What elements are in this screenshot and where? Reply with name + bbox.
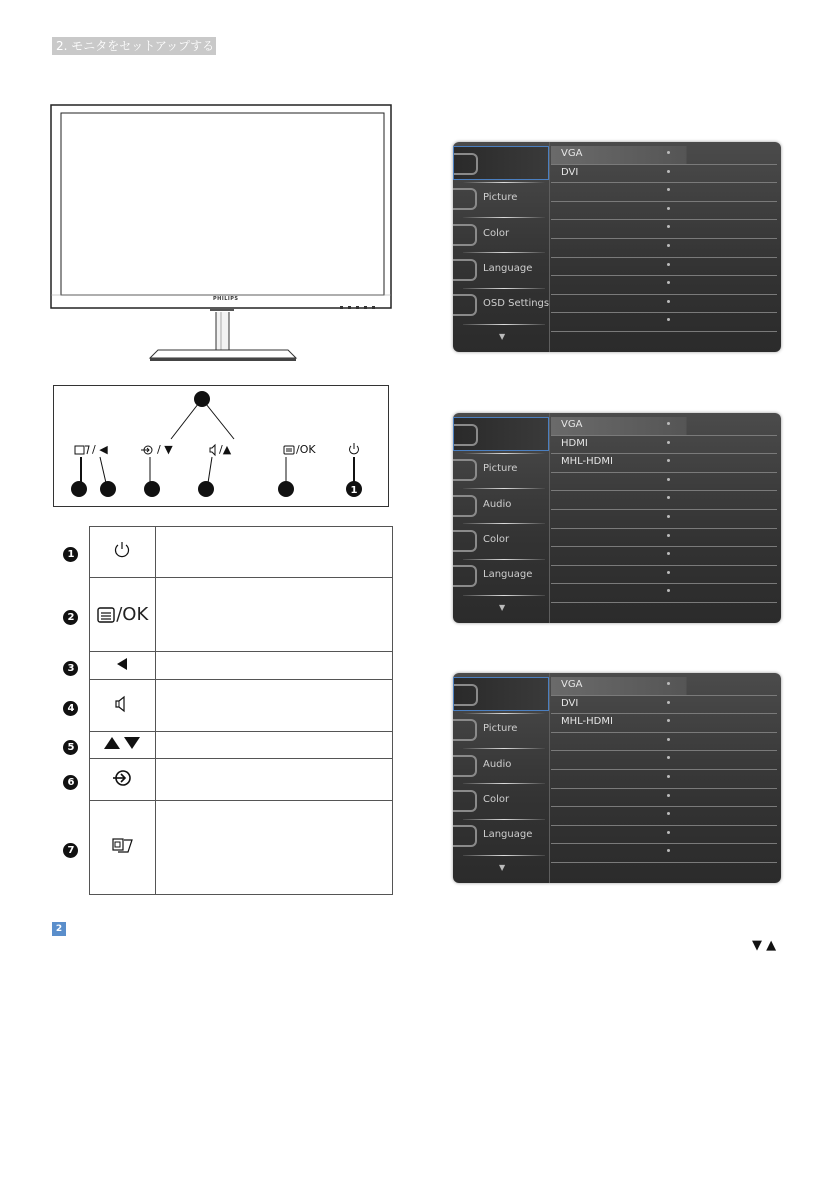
key-number-cell: [53, 801, 89, 895]
osd-item-picture[interactable]: [453, 713, 549, 747]
scroll-down-icon[interactable]: ▼: [499, 603, 506, 612]
osd-options: [551, 677, 777, 863]
language-icon: [453, 565, 477, 587]
key-number-cell: [53, 759, 89, 801]
osd-option-row[interactable]: [551, 146, 777, 165]
osd-option-row[interactable]: [551, 454, 777, 473]
input-icon: [454, 424, 478, 446]
key-description: [155, 652, 392, 680]
osd-item-label: Audio: [483, 759, 512, 770]
input-icon: [111, 767, 133, 789]
picture-icon: [453, 459, 477, 481]
osd-item-color[interactable]: [453, 784, 549, 818]
down-up-arrows: ▼ ▲: [752, 938, 777, 953]
color-icon: [453, 790, 477, 812]
osd-options: [551, 417, 777, 603]
picture-icon: [453, 719, 477, 741]
key-table: [53, 526, 393, 895]
key-row: [53, 578, 393, 652]
osd-menu-3: [453, 673, 781, 883]
key-number-cell: [53, 527, 89, 578]
osd-option-row[interactable]: [551, 696, 777, 715]
page-header: 2. モニタをセットアップする: [52, 37, 216, 55]
language-icon: [453, 825, 477, 847]
key-row: [53, 652, 393, 680]
osd-item-language[interactable]: [453, 559, 549, 593]
osd-item-label: Picture: [483, 192, 518, 203]
osd-item-language[interactable]: [453, 253, 549, 287]
audio-icon: [453, 755, 477, 777]
osd-option: MHL-HDMI: [561, 456, 613, 468]
key-number-cell: [53, 578, 89, 652]
key-icon-cell: [89, 652, 155, 680]
key-row: [53, 759, 393, 801]
key-number-cell: [53, 652, 89, 680]
key-number-badge: 1: [63, 547, 78, 562]
osd-item-osd-settings[interactable]: [453, 288, 549, 322]
input-icon: [454, 153, 478, 175]
button-panel: [53, 385, 389, 507]
osd-item-picture[interactable]: [453, 182, 549, 216]
key-icon-cell: [89, 732, 155, 759]
scroll-down-icon[interactable]: ▼: [499, 332, 506, 341]
key-number-cell: [53, 732, 89, 759]
osd-item-input[interactable]: [453, 677, 549, 711]
svg-text:1: 1: [350, 485, 358, 496]
key-row: [53, 801, 393, 895]
key-icon-cell: [89, 578, 155, 652]
osd-option-row[interactable]: [551, 165, 777, 184]
osd-item-audio[interactable]: [453, 489, 549, 523]
osd-item-picture[interactable]: [453, 453, 549, 487]
key-description: [155, 732, 392, 759]
key-number-cell: [53, 680, 89, 732]
osd-option-row[interactable]: [551, 677, 777, 696]
language-icon: [453, 259, 477, 281]
osd-option: MHL-HDMI: [561, 716, 613, 728]
key-number-badge: 5: [63, 740, 78, 755]
osd-option: VGA: [561, 419, 583, 430]
osd-option: VGA: [561, 148, 583, 159]
osd-option: HDMI: [561, 437, 588, 449]
osd-item-label: Language: [483, 829, 533, 840]
key-number-badge: 7: [63, 843, 78, 858]
picture-icon: [453, 188, 477, 210]
osd-option: DVI: [561, 166, 579, 178]
osd-item-label: Audio: [483, 499, 512, 510]
osd-item-label: OSD Settings: [483, 298, 550, 309]
key-row: [53, 680, 393, 732]
osd-option-row[interactable]: [551, 436, 777, 455]
osd-sidebar: [453, 673, 550, 883]
osd-menu-2: [453, 413, 781, 623]
osd-item-input[interactable]: [453, 417, 549, 451]
osd-item-label: Picture: [483, 463, 518, 474]
osd-item-label: Picture: [483, 723, 518, 734]
power-icon: [112, 540, 132, 560]
key-icon-cell: [89, 759, 155, 801]
osd-settings-icon: [453, 294, 477, 316]
osd-item-label: Language: [483, 263, 533, 274]
osd-menu-1: [453, 142, 781, 352]
menu-icon: [96, 606, 116, 624]
key-number-badge: 2: [63, 610, 78, 625]
input-icon: [454, 684, 478, 706]
monitor-illustration: [50, 104, 394, 366]
key-number-badge: 6: [63, 775, 78, 790]
key-icon-cell: [89, 801, 155, 895]
key-row: [53, 527, 393, 578]
osd-option-row[interactable]: [551, 417, 777, 436]
key-description: [155, 801, 392, 895]
key-description: [155, 578, 392, 652]
osd-sidebar: [453, 413, 550, 623]
osd-item-input[interactable]: [453, 146, 549, 180]
osd-item-language[interactable]: [453, 819, 549, 853]
menu-ok-label: /OK: [296, 443, 316, 456]
osd-item-color[interactable]: [453, 218, 549, 252]
input-down-label: / ▼: [157, 443, 173, 456]
smartimage-icon: [110, 836, 134, 856]
color-icon: [453, 530, 477, 552]
key-description: [155, 759, 392, 801]
key-description: [155, 527, 392, 578]
left-triangle-icon: [114, 656, 130, 672]
audio-up-label: /▲: [219, 443, 232, 456]
osd-item-audio[interactable]: [453, 749, 549, 783]
audio-icon: [453, 495, 477, 517]
key-number-badge: 3: [63, 661, 78, 676]
osd-item-label: Language: [483, 569, 533, 580]
osd-item-label: Color: [483, 228, 510, 239]
key-icon-cell: [89, 680, 155, 732]
osd-option-row[interactable]: [551, 714, 777, 733]
osd-sidebar: [453, 142, 550, 352]
key-description: [155, 680, 392, 732]
color-icon: [453, 224, 477, 246]
menu-ok-text: /OK: [116, 604, 149, 625]
key-icon-cell: [89, 527, 155, 578]
scroll-down-icon[interactable]: ▼: [499, 863, 506, 872]
monitor-brand-logo: PHILIPS: [213, 296, 239, 302]
osd-item-label: Color: [483, 534, 510, 545]
menu-left-label: / ◀: [92, 443, 108, 456]
up-down-triangles-icon: [102, 735, 142, 751]
osd-item-label: Color: [483, 794, 510, 805]
osd-option: VGA: [561, 679, 583, 690]
osd-option: DVI: [561, 697, 579, 709]
key-number-badge: 4: [63, 701, 78, 716]
key-row: [53, 732, 393, 759]
osd-options: [551, 146, 777, 332]
speaker-icon: [113, 695, 131, 713]
osd-item-color[interactable]: [453, 524, 549, 558]
section-number-badge: 2: [52, 922, 66, 936]
